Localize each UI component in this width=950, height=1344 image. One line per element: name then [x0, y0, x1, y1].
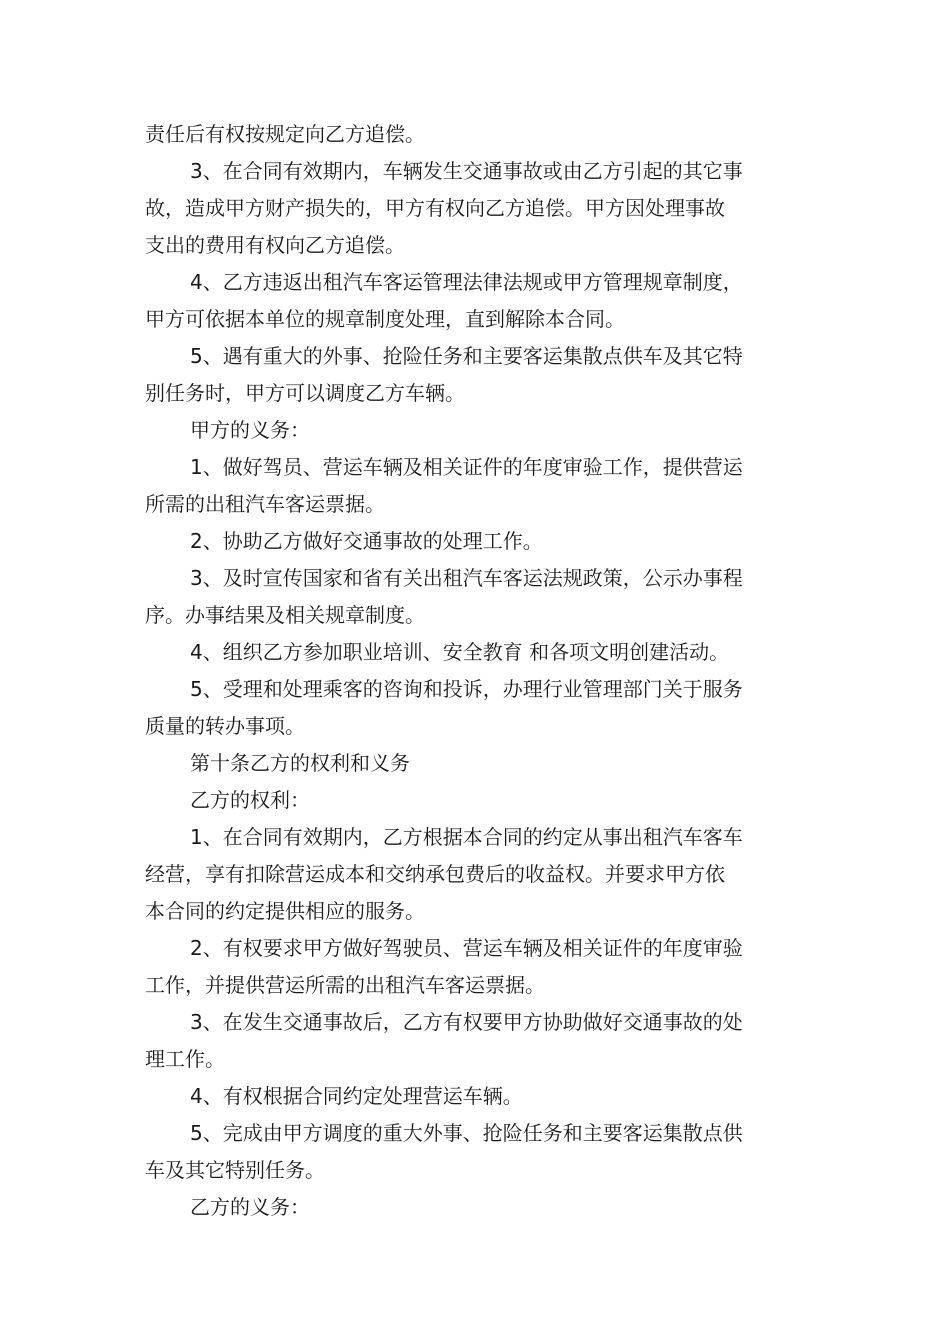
text-line: 3、在发生交通事故后，乙方有权要甲方协助做好交通事故的处 [190, 1010, 743, 1034]
text-line: 故，造成甲方财产损失的，甲方有权向乙方追偿。甲方因处理事故 [145, 196, 725, 220]
text-line: 责任后有权按规定向乙方追偿。 [145, 122, 425, 146]
text-line: 1、做好驾员、营运车辆及相关证件的年度审验工作，提供营运 [190, 455, 743, 479]
text-line: 经营，享有扣除营运成本和交纳承包费后的收益权。并要求甲方依 [145, 862, 725, 886]
text-line: 2、协助乙方做好交通事故的处理工作。 [190, 529, 543, 553]
text-line: 支出的费用有权向乙方追偿。 [145, 233, 405, 257]
text-line: 4、乙方违返出租汽车客运管理法律法规或甲方管理规章制度， [190, 270, 743, 294]
text-line: 5、遇有重大的外事、抢险任务和主要客运集散点供车及其它特 [190, 344, 743, 368]
section-heading: 乙方的义务： [190, 1195, 310, 1219]
text-line: 工作，并提供营运所需的出租汽车客运票据。 [145, 973, 545, 997]
text-line: 5、完成由甲方调度的重大外事、抢险任务和主要客运集散点供 [190, 1121, 743, 1145]
text-line: 5、受理和处理乘客的咨询和投诉，办理行业管理部门关于服务 [190, 677, 743, 701]
text-line: 甲方可依据本单位的规章制度处理，直到解除本合同。 [145, 307, 625, 331]
section-heading: 乙方的权利： [190, 788, 310, 812]
section-heading: 甲方的义务： [190, 418, 310, 442]
text-line: 4、组织乙方参加职业培训、安全教育 和各项文明创建活动。 [190, 640, 730, 664]
text-line: 别任务时，甲方可以调度乙方车辆。 [145, 381, 465, 405]
text-line: 3、在合同有效期内，车辆发生交通事故或由乙方引起的其它事 [190, 159, 743, 183]
text-line: 3、及时宣传国家和省有关出租汽车客运法规政策，公示办事程 [190, 566, 743, 590]
text-line: 序。办事结果及相关规章制度。 [145, 603, 425, 627]
article-heading: 第十条乙方的权利和义务 [190, 751, 410, 775]
text-line: 车及其它特别任务。 [145, 1158, 325, 1182]
text-line: 所需的出租汽车客运票据。 [145, 492, 385, 516]
text-line: 本合同的约定提供相应的服务。 [145, 899, 425, 923]
text-line: 1、在合同有效期内，乙方根据本合同的约定从事出租汽车客车 [190, 825, 743, 849]
text-line: 质量的转办事项。 [145, 714, 305, 738]
text-line: 4、有权根据合同约定处理营运车辆。 [190, 1084, 523, 1108]
text-line: 理工作。 [145, 1047, 225, 1071]
text-line: 2、有权要求甲方做好驾驶员、营运车辆及相关证件的年度审验 [190, 936, 743, 960]
